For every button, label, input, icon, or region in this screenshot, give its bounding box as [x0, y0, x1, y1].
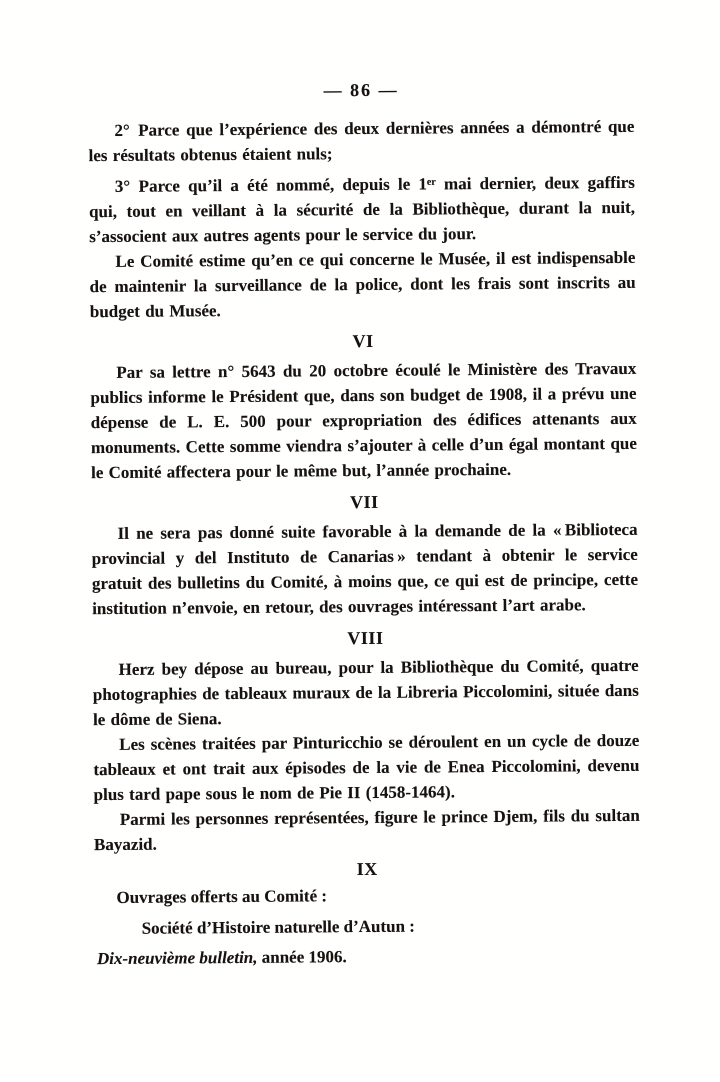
- section-heading-vii: VII: [349, 491, 379, 513]
- section-heading-vi: VI: [352, 330, 374, 352]
- line-societe-histoire-autun: Société d’Histoire naturelle d’Autun :: [141, 916, 415, 938]
- section-heading-viii: VIII: [347, 627, 384, 649]
- paragraph-pinturicchio: Les scènes traitées par Pinturicchio se déroulent en un cycle de douze tableaux et ont trait aux épisodes de la vie de Enea Piccolomini, devenu plus tard pape sous le nom de Pie II (1458-1464).: [93, 730, 640, 805]
- paragraph-prince-djem: Parmi les personnes représentées, figure le prince Djem, fils du sultan Bayazid.: [93, 805, 640, 855]
- line-dix-neuvieme-bulletin: [95, 942, 641, 971]
- paragraph-clause-2: 2° Parce que l’expérience des deux dernières années a démontré que les résultats obtenus étaient nuls;: [88, 116, 635, 166]
- bulletin-title-italic: Dix-neuvième bulletin,: [96, 947, 258, 969]
- paragraph-ministere-travaux: Par sa lettre n° 5643 du 20 octobre écoulé le Ministère des Travaux publics informe le Président que, dans son budget de 1908, il a prévu une dépense de L. E. 500 pour expropriation des édifices attenants aux monuments. Cette somme viendra s’ajouter à celle d’un égal montant que le Comité affectera pour le même but, l’année prochaine.: [90, 358, 637, 483]
- paragraph-biblioteca-canarias: Il ne sera pas donné suite favorable à la demande de la « Biblioteca provincial y del Instituto de Canarias » tendant à obtenir le service gratuit des bulletins du Comité, à moins que, ce qui est de principe, cette institution n’envoie, en retour, des ouvrages intéressant l’art arabe.: [91, 519, 639, 619]
- page-text-block: [88, 76, 641, 971]
- paragraph-herz-bey: Herz bey dépose au bureau, pour la Bibliothèque du Comité, quatre photographies de tableaux muraux de la Libreria Piccolomini, située dans le dôme de Siena.: [92, 655, 639, 730]
- section-heading-ix: IX: [356, 858, 378, 880]
- paragraph-comite-musee: Le Comité estime qu’en ce qui concerne le Musée, il est indispensable de maintenir la surveillance de la police, dont les frais sont inscrits au budget du Musée.: [89, 247, 636, 322]
- paragraph-clause-3: 3° Parce qu’il a été nommé, depuis le 1ᵉʳ mai dernier, deux gaffirs qui, tout en veillant à la sécurité de la Bibliothèque, durant la nuit, s’associent aux autres agents pour le service du jour.: [88, 172, 636, 247]
- line-ouvrages-offerts: Ouvrages offerts au Comité :: [116, 886, 328, 907]
- page-number: — 86 —: [323, 79, 399, 101]
- bulletin-year: année 1906.: [257, 947, 347, 967]
